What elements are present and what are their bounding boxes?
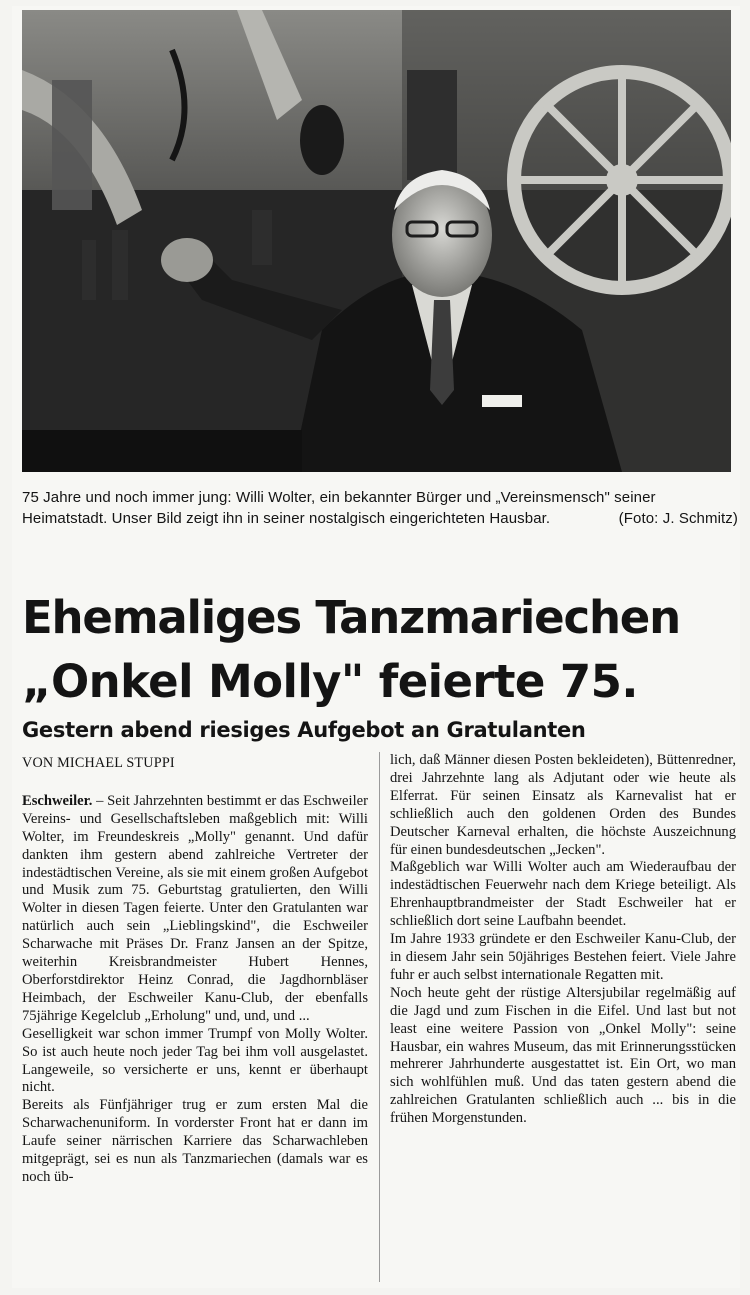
article-paragraph-3: Bereits als Fünfjähriger trug er zum ersten Mal die Scharwachenuniform. In vorderster Front hat er dann im Laufe seiner närrischen Karriere das Scharwachleben mitgeprägt, sei es nun als Tanzmariechen (damals war es noch üb- xyxy=(22,1097,368,1185)
article-photo xyxy=(22,10,731,472)
dateline: Eschweiler. xyxy=(22,792,93,809)
article-paragraph-4: lich, daß Männer diesen Posten bekleideten), Büttenredner, drei Jahrzehnte lang als Adjutant oder wie heute als Elferrat. Für seinen Einsatz als Karnevalist hat er schließlich auch den goldenen Orden des Bundes Deutscher Karneval erhalten, die höchste Auszeichnung für einen bundesdeutschen „Jecken". xyxy=(390,752,736,858)
caption-text: 75 Jahre und noch immer jung: Willi Wolter, ein bekannter Bürger und „Vereinsmensch" seiner Heimatstadt. Unser Bild zeigt ihn in seiner nostalgisch eingerichteten Hausbar. xyxy=(22,489,656,527)
photo-image xyxy=(22,10,731,472)
article-paragraph-6: Im Jahre 1933 gründete er den Eschweiler Kanu-Club, der in diesem Jahr sein 50jähriges Bestehen feiert. Viele Jahre fuhr er auch selbst internationale Regatten mit. xyxy=(390,931,736,983)
article-paragraph-2: Geselligkeit war schon immer Trumpf von Molly Wolter. So ist auch heute noch jeder Tag bei ihm voll ausgelastet. Langeweile, so versicherte er uns, kennt er überhaupt nicht. xyxy=(22,1025,368,1096)
article-paragraph-1: Eschweiler. – Seit Jahrzehnten bestimmt er das Eschweiler Vereins- und Gesellschaftsleben maßgeblich mit: Willi Wolter, im Freundeskreis „Molly" genannt. Und dafür dankten ihm gestern abend zahlreiche Vertreter der indestädtischen Vereine, als sie mit einem großen Aufgebot und Musik zum 75. Geburtstag gratulierten, den Willi Wolter in diesen Tagen feierte. Unter den Gratulanten war natürlich auch sein „Lieblingskind", die Eschweiler Scharwache mit Präses Dr. Franz Jansen an der Spitze, weiterhin Kreisbrandmeister Hubert Hennes, Oberforstdirektor Heinz Conrad, die Jagdhornbläser Heimbach, der Eschweiler Kanu-Club, der ebenfalls 75jährige Kegelclub „Erholung" und, und, und ... xyxy=(22,792,368,1024)
headline-line-2: „Onkel Molly" feierte 75. xyxy=(22,655,638,708)
byline: VON MICHAEL STUPPI xyxy=(22,755,175,771)
article-paragraph-5: Maßgeblich war Willi Wolter auch am Wiederaufbau der indestädtischen Feuerwehr nach dem Kriege beteiligt. Als Ehrenhauptbrandmeister der Stadt Eschweiler hat er schließlich dort seine Laufbahn beendet. xyxy=(390,859,736,930)
article-column-right xyxy=(390,752,736,1128)
subheadline: Gestern abend riesiges Aufgebot an Gratulanten xyxy=(22,718,586,742)
headline-line-1: Ehemaliges Tanzmariechen xyxy=(22,591,680,644)
article-column-left xyxy=(22,755,368,1187)
column-divider xyxy=(379,752,380,1282)
article-paragraph-7: Noch heute geht der rüstige Altersjubilar regelmäßig auf die Jagd und zum Fischen in die Eifel. Und last but not least eine weitere Passion von „Onkel Molly": seine Hausbar, ein wahres Museum, das mit Erinnerungsstücken mehrerer Jahrhunderte ausgestattet ist. Ein Ort, wo man sich wohlfühlen muß. Und das taten gestern abend die zahlreichen Gratulanten schließlich auch ... bis in die frühen Morgenstunden. xyxy=(390,984,736,1127)
photo-caption xyxy=(22,487,738,529)
photo-credit: (Foto: J. Schmitz) xyxy=(618,510,738,527)
